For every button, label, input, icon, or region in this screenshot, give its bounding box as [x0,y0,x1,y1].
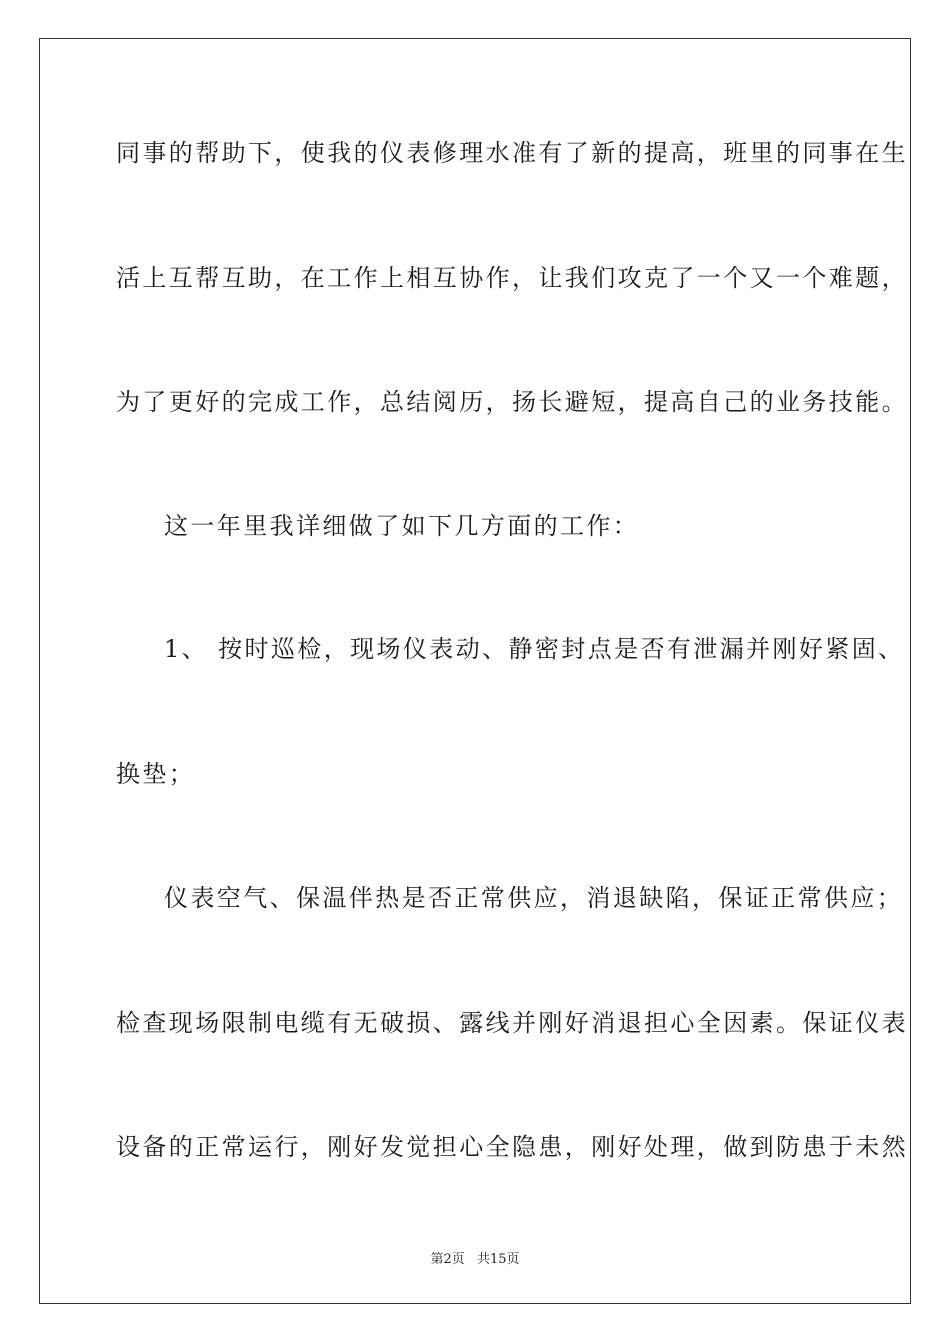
page-footer [0,1248,950,1267]
paragraph-line-8: 检查现场限制电缆有无破损、露线并刚好消退担心全因素。保证仪表 [116,1009,908,1037]
paragraph-line-7: 仪表空气、保温伴热是否正常供应，消退缺陷，保证正常供应； [164,884,904,912]
paragraph-line-1: 同事的帮助下，使我的仪表修理水准有了新的提高，班里的同事在生 [116,139,908,167]
page-number: 第2页 [430,1252,465,1267]
paragraph-line-9: 设备的正常运行，刚好发觉担心全隐患，刚好处理，做到防患于未然 [116,1133,908,1161]
paragraph-line-4: 这一年里我详细做了如下几方面的工作： [164,512,640,540]
page-border [39,38,911,1304]
paragraph-line-6: 换垫； [116,760,196,788]
paragraph-line-2: 活上互帮互助，在工作上相互协作，让我们攻克了一个又一个难题， [116,264,908,292]
page-total: 共15页 [476,1252,520,1267]
paragraph-line-3: 为了更好的完成工作，总结阅历，扬长避短，提高自己的业务技能。 [116,388,908,416]
list-item-1: 1、 按时巡检，现场仪表动、静密封点是否有泄漏并刚好紧固、 [164,635,905,663]
